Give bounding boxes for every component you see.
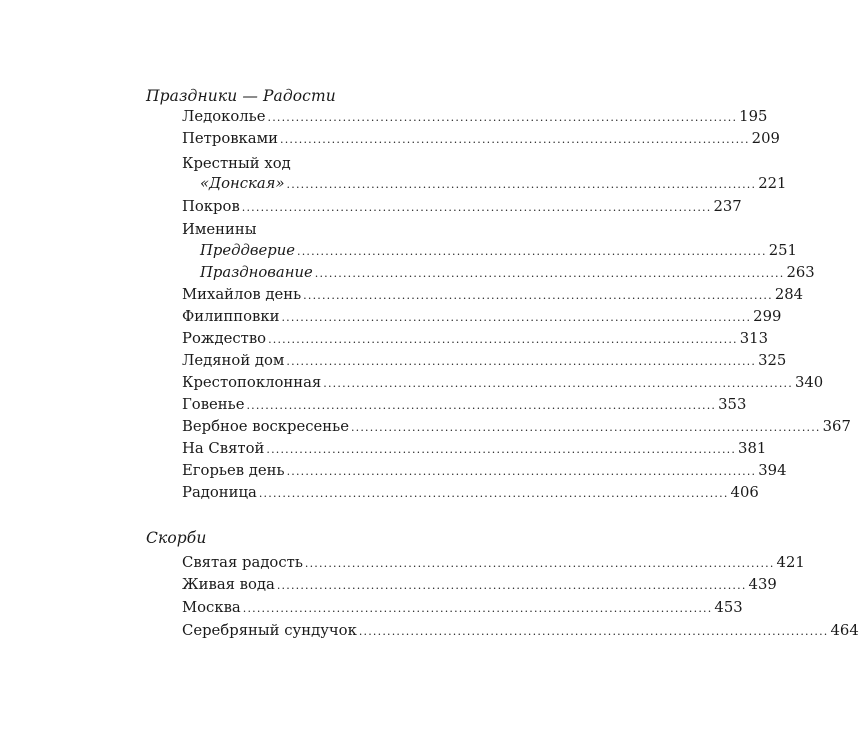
toc-entry-page: 453 xyxy=(714,599,743,616)
toc-entry[interactable] xyxy=(200,262,815,284)
toc-leader-dots: .................................................................................................... xyxy=(276,579,747,592)
toc-entry-page: 284 xyxy=(774,286,804,303)
toc-entry-page: 237 xyxy=(713,198,742,215)
toc-leader-dots: .................................................................................................... xyxy=(258,487,729,500)
toc-entry[interactable] xyxy=(182,482,759,504)
toc-entry-page: 313 xyxy=(739,330,768,347)
toc-entry-title: Празднование xyxy=(200,264,313,281)
toc-leader-dots: .................................................................................................... xyxy=(297,245,767,258)
toc-entry-title: Покров xyxy=(182,198,240,215)
toc-entry[interactable] xyxy=(182,416,851,438)
toc-entry-title: Крестопоклонная xyxy=(182,374,322,391)
toc-entry[interactable] xyxy=(200,240,797,262)
toc-entry[interactable] xyxy=(182,438,767,460)
toc-entry[interactable] xyxy=(182,574,777,596)
toc-entry-page: 340 xyxy=(794,374,824,391)
toc-leader-dots: .................................................................................................... xyxy=(350,421,821,434)
toc-entry-page: 263 xyxy=(786,264,815,281)
toc-entry-title: Ледокольe xyxy=(182,108,266,125)
toc-entry[interactable] xyxy=(182,372,824,394)
toc-leader-dots: .................................................................................................... xyxy=(242,602,713,615)
toc-entry-title: Ледяной дом xyxy=(182,352,285,369)
toc-leader-dots: .................................................................................................... xyxy=(281,311,752,324)
toc-entry-page: 221 xyxy=(758,175,787,192)
toc-entry[interactable] xyxy=(182,106,768,128)
toc-entry-title: «Донская» xyxy=(200,175,285,192)
toc-entry[interactable] xyxy=(182,128,780,150)
toc-entry-page: 464 xyxy=(830,622,859,639)
toc-entry[interactable] xyxy=(182,196,742,218)
toc-leader-dots: .................................................................................................... xyxy=(286,465,757,478)
toc-entry-page: 367 xyxy=(822,418,851,435)
toc-entry-page: 209 xyxy=(751,130,780,147)
toc-leader-dots: .................................................................................................... xyxy=(303,289,773,302)
toc-entry-title: Москва xyxy=(182,599,241,616)
toc-leader-dots: .................................................................................................... xyxy=(267,111,738,124)
toc-group-heading: Именины xyxy=(182,221,257,238)
toc-leader-dots: .................................................................................................... xyxy=(358,625,829,638)
toc-leader-dots: .................................................................................................... xyxy=(314,267,785,280)
toc-entry[interactable] xyxy=(182,350,787,372)
toc-entry[interactable] xyxy=(182,460,787,482)
toc-entry[interactable] xyxy=(182,620,859,642)
toc-leader-dots: .................................................................................................... xyxy=(304,557,775,570)
toc-entry-title: Живая вода xyxy=(182,576,275,593)
section-title: Скорби xyxy=(146,529,207,547)
toc-entry-page: 394 xyxy=(758,462,787,479)
toc-entry-title: Вербное воскресенье xyxy=(182,418,349,435)
toc-entry[interactable] xyxy=(182,284,804,306)
toc-group-heading: Крестный ход xyxy=(182,155,291,172)
toc-entry-title: Серебряный сундучок xyxy=(182,622,357,639)
toc-entry-title: Егорьев день xyxy=(182,462,285,479)
toc-entry-page: 299 xyxy=(753,308,782,325)
toc-entry-title: Филипповки xyxy=(182,308,280,325)
toc-entry-title: Петровками xyxy=(182,130,278,147)
toc-entry-title: Святая радость xyxy=(182,554,303,571)
toc-entry-title: Радоница xyxy=(182,484,257,501)
toc-entry-title: На Святой xyxy=(182,440,265,457)
toc-leader-dots: .................................................................................................... xyxy=(286,355,757,368)
toc-entry-title: Михайлов день xyxy=(182,286,302,303)
toc-entry-page: 251 xyxy=(768,242,797,259)
toc-entry-page: 406 xyxy=(730,484,759,501)
toc-entry-page: 325 xyxy=(758,352,787,369)
toc-leader-dots: .................................................................................................... xyxy=(286,178,757,191)
toc-entry-page: 195 xyxy=(739,108,768,125)
toc-entry-page: 353 xyxy=(718,396,747,413)
toc-entry[interactable] xyxy=(182,597,743,619)
toc-leader-dots: .................................................................................................... xyxy=(241,201,712,214)
section-title: Праздники — Радости xyxy=(146,87,336,105)
toc-entry-page: 421 xyxy=(776,554,805,571)
toc-leader-dots: .................................................................................................... xyxy=(323,377,793,390)
toc-leader-dots: .................................................................................................... xyxy=(246,399,717,412)
toc-entry[interactable] xyxy=(182,306,782,328)
toc-entry-page: 439 xyxy=(748,576,777,593)
toc-entry-page: 381 xyxy=(738,440,767,457)
toc-entry[interactable] xyxy=(182,552,805,574)
toc-leader-dots: .................................................................................................... xyxy=(280,133,750,146)
toc-leader-dots: .................................................................................................... xyxy=(266,443,737,456)
toc-entry[interactable] xyxy=(182,394,747,416)
toc-entry[interactable] xyxy=(200,173,787,195)
toc-entry-title: Рождество xyxy=(182,330,267,347)
toc-entry[interactable] xyxy=(182,328,768,350)
toc-entry-title: Преддверие xyxy=(200,242,296,259)
toc-leader-dots: .................................................................................................... xyxy=(268,333,738,346)
toc-entry-title: Говенье xyxy=(182,396,245,413)
